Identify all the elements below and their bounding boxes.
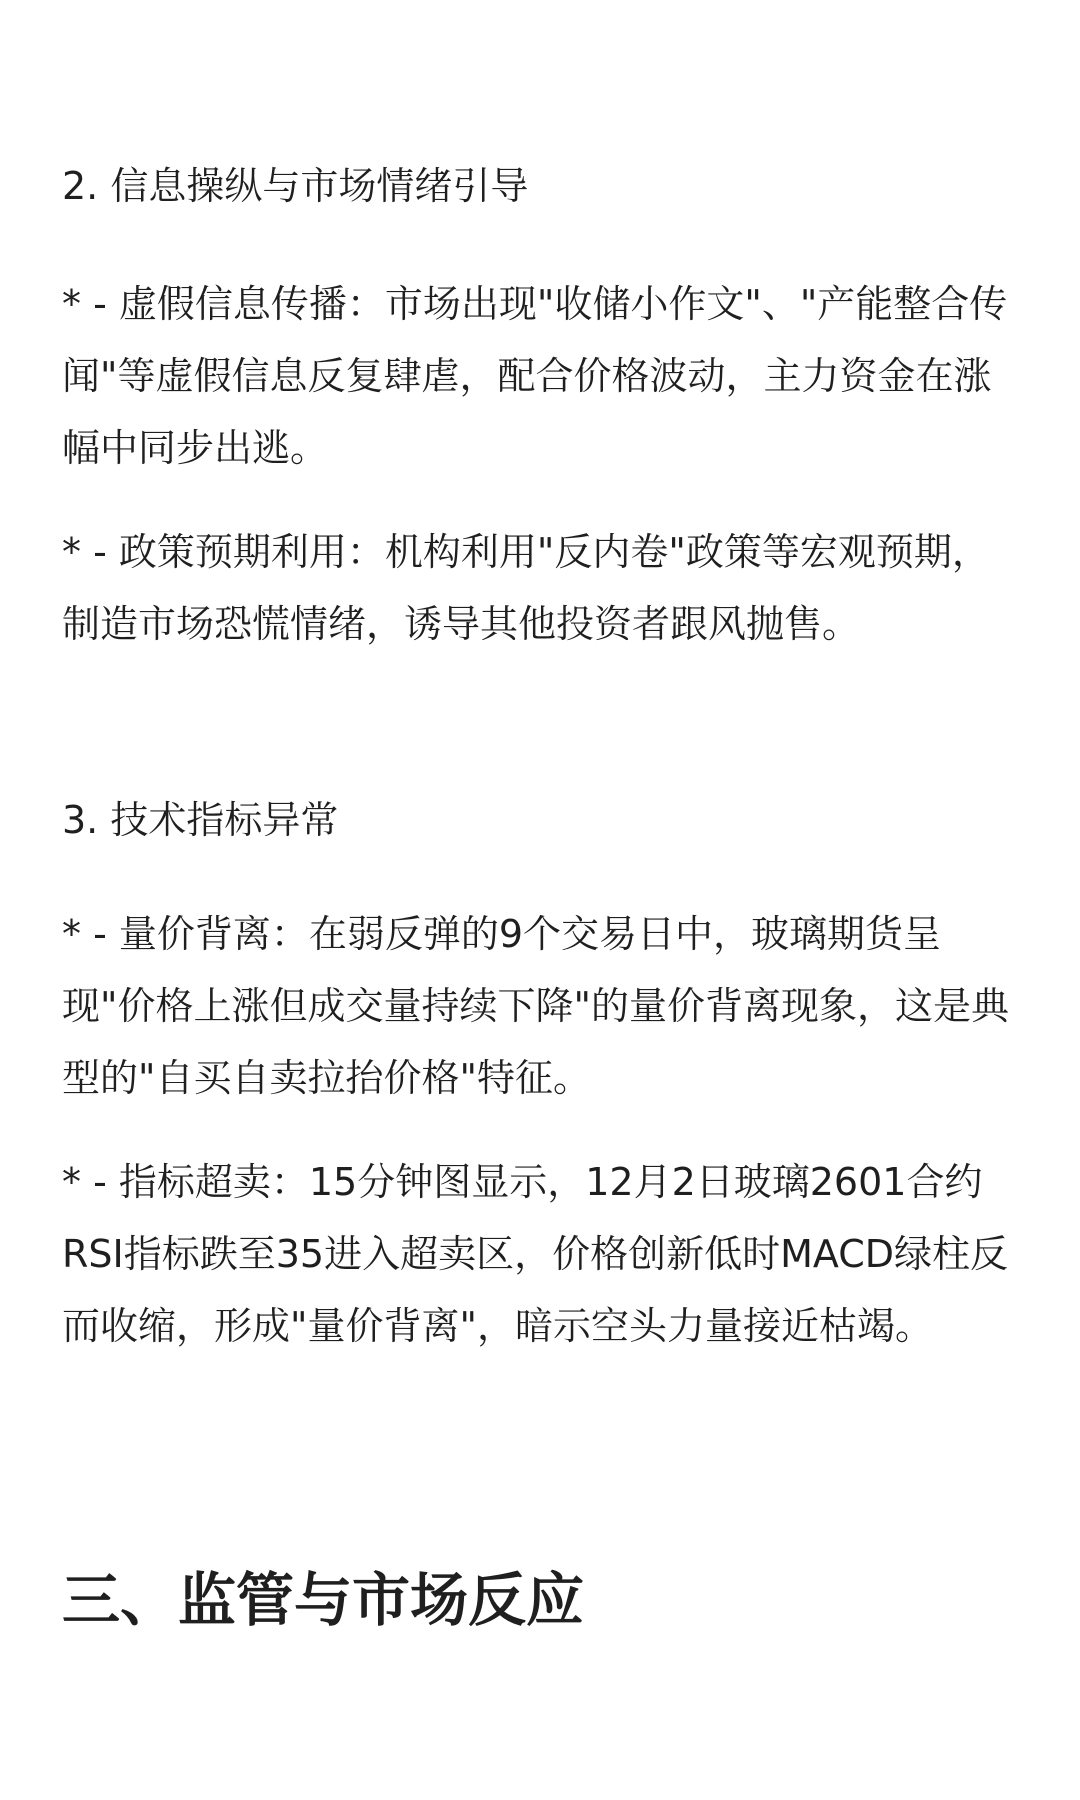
bullet-indicator-oversold: * - 指标超卖：15分钟图显示，12月2日玻璃2601合约RSI指标跌至35进入超卖区，价格创新低时MACD绿柱反而收缩，形成"量价背离"，暗示空头力量接近枯竭。 [62, 1160, 1008, 1348]
bullet-policy-expectation: * - 政策预期利用：机构利用"反内卷"政策等宏观预期，制造市场恐慌情绪，诱导其他投资者跟风抛售。 [62, 530, 990, 646]
major-heading-regulation-market-reaction: 三、监管与市场反应 [62, 1566, 585, 1634]
section-heading-information-manipulation: 2. 信息操纵与市场情绪引导 [62, 164, 529, 208]
bullet-false-information: * - 虚假信息传播：市场出现"收储小作文"、"产能整合传闻"等虚假信息反复肆虐，配合价格波动，主力资金在涨幅中同步出逃。 [62, 282, 1008, 470]
bullet-volume-price-divergence: * - 量价背离：在弱反弹的9个交易日中，玻璃期货呈现"价格上涨但成交量持续下降"的量价背离现象，这是典型的"自买自卖拉抬价格"特征。 [62, 912, 1009, 1100]
section-heading-technical-indicators: 3. 技术指标异常 [62, 798, 339, 842]
